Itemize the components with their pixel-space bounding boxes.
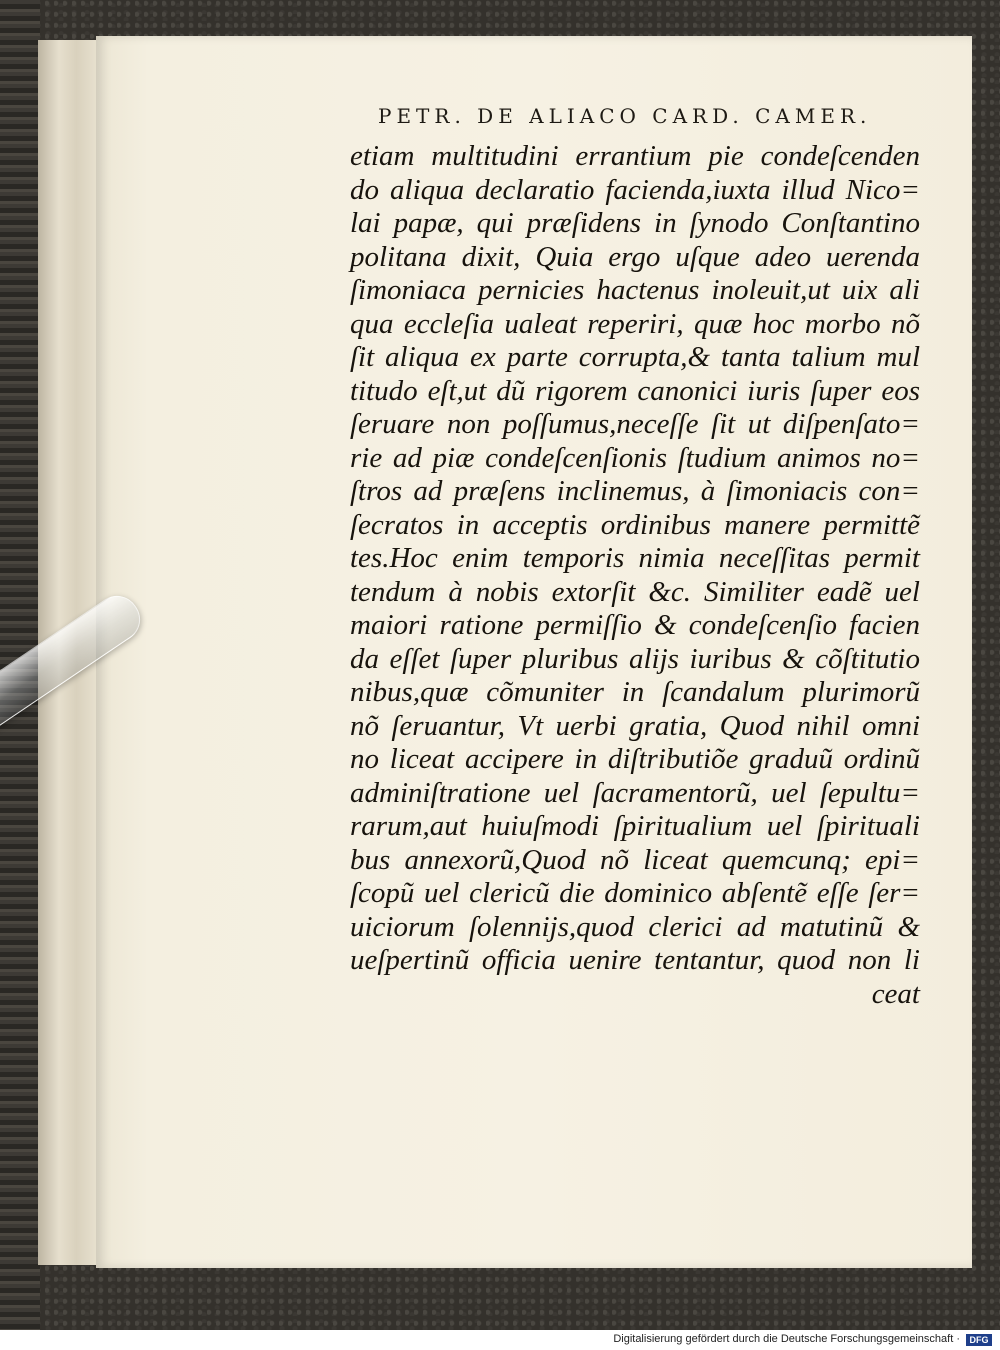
text-line: ſcopũ uel clericũ die dominico abſentẽ eſſe ſer=: [350, 877, 920, 909]
text-line: ſeruare non poſſumus,neceſſe ſit ut diſpenſato=: [350, 408, 920, 440]
text-line: maiori ratione permiſſio & condeſcenſio facien: [350, 609, 920, 641]
text-line: tendum à nobis extorſit &c. Similiter eadẽ uel: [350, 575, 920, 608]
text-line: ueſpertinũ officia uenire tentantur, quod non li: [350, 944, 920, 976]
text-line: ſimoniaca pernicies hactenus inoleuit,ut uix ali: [350, 274, 920, 306]
text-line: politana dixit, Quia ergo uſque adeo uerenda: [350, 240, 920, 273]
text-line: qua eccleſia ualeat reperiri, quæ hoc morbo nõ: [350, 307, 920, 340]
text-line: do aliqua declaratio facienda,iuxta illud Nico=: [350, 173, 920, 206]
text-line: nõ ſeruantur, Vt uerbi gratia, Quod nihil omni: [350, 709, 920, 742]
text-line: uiciorum ſolennijs,quod clerici ad matutinũ &: [350, 910, 920, 943]
printed-page: [96, 36, 972, 1268]
text-line: da eſſet ſuper pluribus alijs iuribus & cõſtitutio: [350, 642, 920, 675]
text-line: adminiſtratione uel ſacramentorũ, uel ſepultu=: [350, 776, 920, 809]
text-line: no liceat accipere in diſtributiõe graduũ ordinũ: [350, 743, 920, 775]
text-line: etiam multitudini errantium pie condeſcenden: [350, 140, 920, 172]
text-line: rie ad piæ condeſcenſionis ſtudium animos no=: [350, 441, 920, 474]
text-line: nibus,quæ cõmuniter in ſcandalum plurimorũ: [350, 676, 920, 708]
text-line: rarum,aut huiuſmodi ſpiritualium uel ſpirituali: [350, 810, 920, 842]
text-line: tes.Hoc enim temporis nimia neceſſitas permit: [350, 542, 920, 574]
text-line: titudo eſt,ut dũ rigorem canonici iuris ſuper eos: [350, 374, 920, 407]
digitization-credit: Digitalisierung gefördert durch die Deutsche Forschungsgemeinschaft ·: [613, 1333, 960, 1345]
catchword: ceat: [871, 977, 920, 1010]
text-line: bus annexorũ,Quod nõ liceat quemcunq; epi=: [350, 843, 920, 876]
dfg-logo: DFG: [966, 1334, 992, 1346]
text-line: ſecratos in acceptis ordinibus manere permittẽ: [350, 508, 920, 541]
running-head: PETR. DE ALIACO CARD. CAMER.: [378, 104, 872, 128]
text-line: ſtros ad præſens inclinemus, à ſimoniacis con=: [350, 475, 920, 507]
body-text: [350, 140, 920, 1011]
text-line: lai papæ, qui præſidens in ſynodo Conſtantino: [350, 207, 920, 239]
text-line: ſit aliqua ex parte corrupta,& tanta talium mul: [350, 341, 920, 373]
